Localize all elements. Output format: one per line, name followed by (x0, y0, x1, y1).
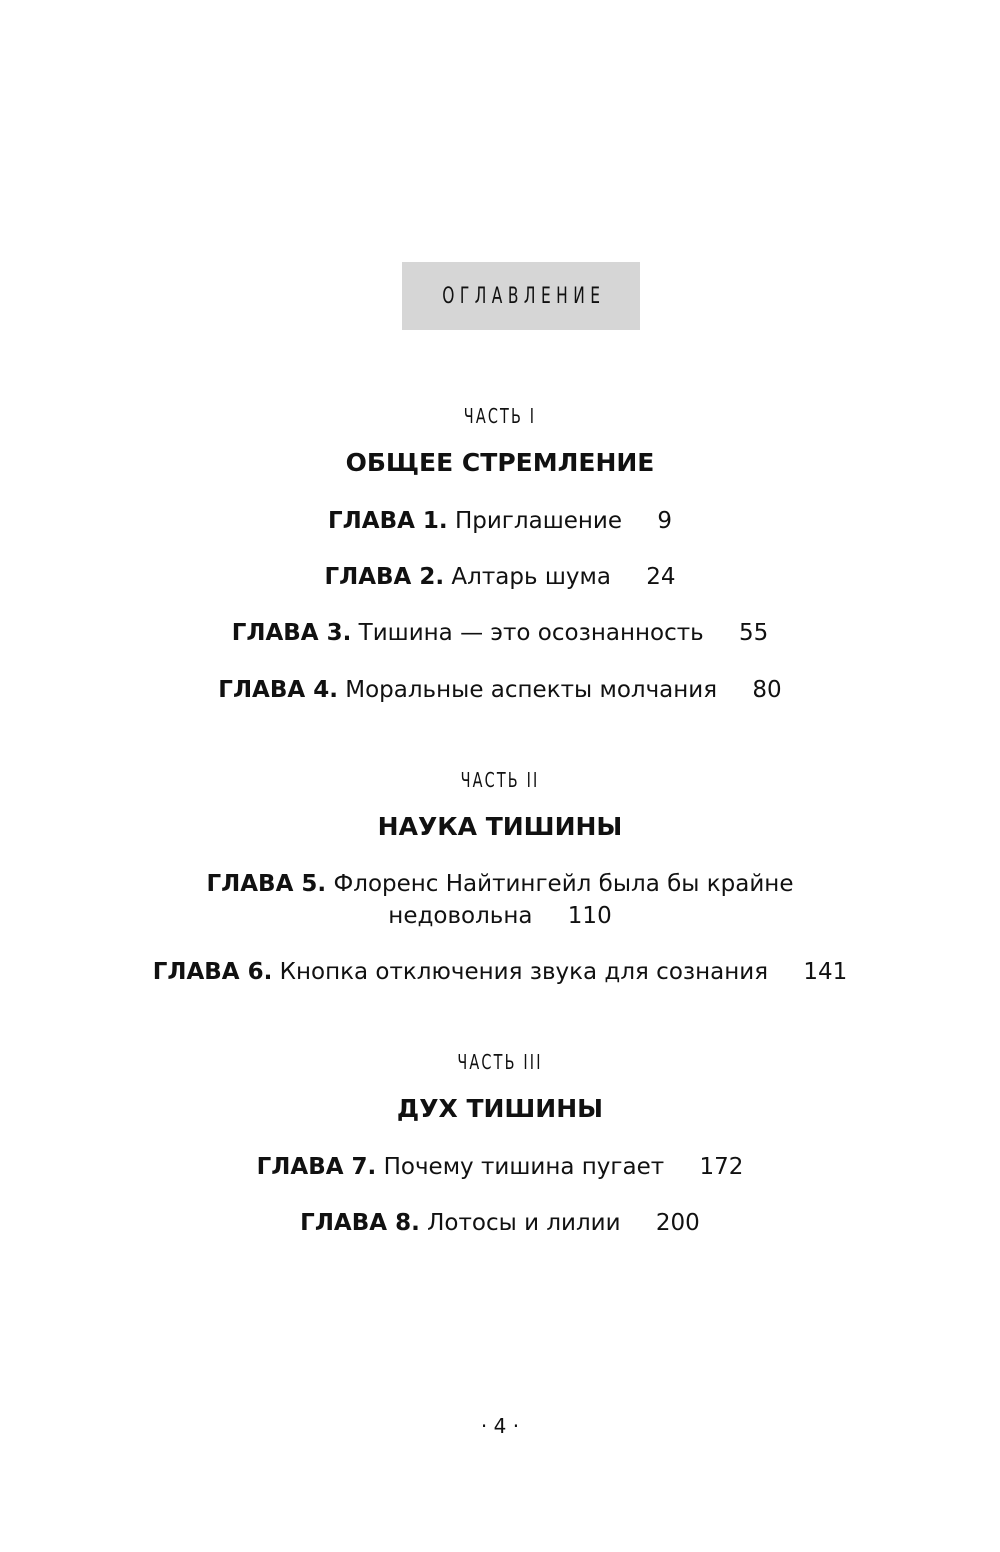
toc-entry-chapter-7[interactable] (0, 1151, 1000, 1183)
part-2-label: ЧАСТЬ II (460, 768, 540, 792)
toc-title: ОГЛАВЛЕНИЕ (442, 283, 606, 309)
chapter-label: ГЛАВА 6. (152, 959, 273, 985)
chapter-title: Приглашение (454, 508, 623, 534)
chapter-page: 172 (699, 1154, 744, 1180)
toc-entry-chapter-8[interactable] (0, 1207, 1000, 1239)
chapter-label: ГЛАВА 7. (256, 1154, 377, 1180)
toc-entry-chapter-5[interactable] (0, 868, 1000, 900)
chapter-label: ГЛАВА 8. (300, 1210, 420, 1236)
page-number: · 4 · (480, 1414, 520, 1438)
chapter-label: ГЛАВА 1. (328, 508, 448, 534)
chapter-label: ГЛАВА 3. (231, 620, 352, 646)
chapter-title: Флоренс Найтингейл была бы крайне (333, 871, 794, 897)
chapter-page: 24 (646, 564, 676, 590)
chapter-title: Кнопка отключения звука для сознания (279, 959, 769, 985)
toc-header-box (402, 262, 640, 330)
chapter-label: ГЛАВА 4. (218, 677, 338, 703)
part-1-label: ЧАСТЬ I (463, 404, 537, 428)
toc-entry-chapter-5-cont[interactable] (0, 900, 1000, 932)
chapter-title: Тишина — это осознанность (358, 620, 704, 646)
part-2-name: НАУКА ТИШИНЫ (377, 812, 623, 841)
toc-entry-chapter-2[interactable] (0, 561, 1000, 593)
chapter-page: 80 (752, 677, 782, 703)
chapter-title-continuation: недовольна (388, 903, 533, 929)
chapter-page: 200 (655, 1210, 700, 1236)
chapter-page: 141 (803, 959, 848, 985)
chapter-label: ГЛАВА 2. (324, 564, 445, 590)
toc-entry-chapter-6[interactable] (0, 956, 1000, 988)
chapter-page: 55 (739, 620, 769, 646)
chapter-page: 9 (657, 508, 672, 534)
toc-entry-chapter-1[interactable] (0, 505, 1000, 537)
part-3-label: ЧАСТЬ III (457, 1050, 543, 1074)
chapter-label: ГЛАВА 5. (206, 871, 327, 897)
chapter-title: Лотосы и лилии (427, 1210, 621, 1236)
chapter-title: Алтарь шума (451, 564, 611, 590)
toc-entry-chapter-4[interactable] (0, 674, 1000, 706)
toc-entry-chapter-3[interactable] (0, 617, 1000, 649)
part-1-name: ОБЩЕЕ СТРЕМЛЕНИЕ (345, 448, 655, 477)
chapter-title: Моральные аспекты молчания (345, 677, 718, 703)
chapter-page: 110 (567, 903, 612, 929)
part-3-name: ДУХ ТИШИНЫ (396, 1094, 604, 1123)
chapter-title: Почему тишина пугает (383, 1154, 665, 1180)
